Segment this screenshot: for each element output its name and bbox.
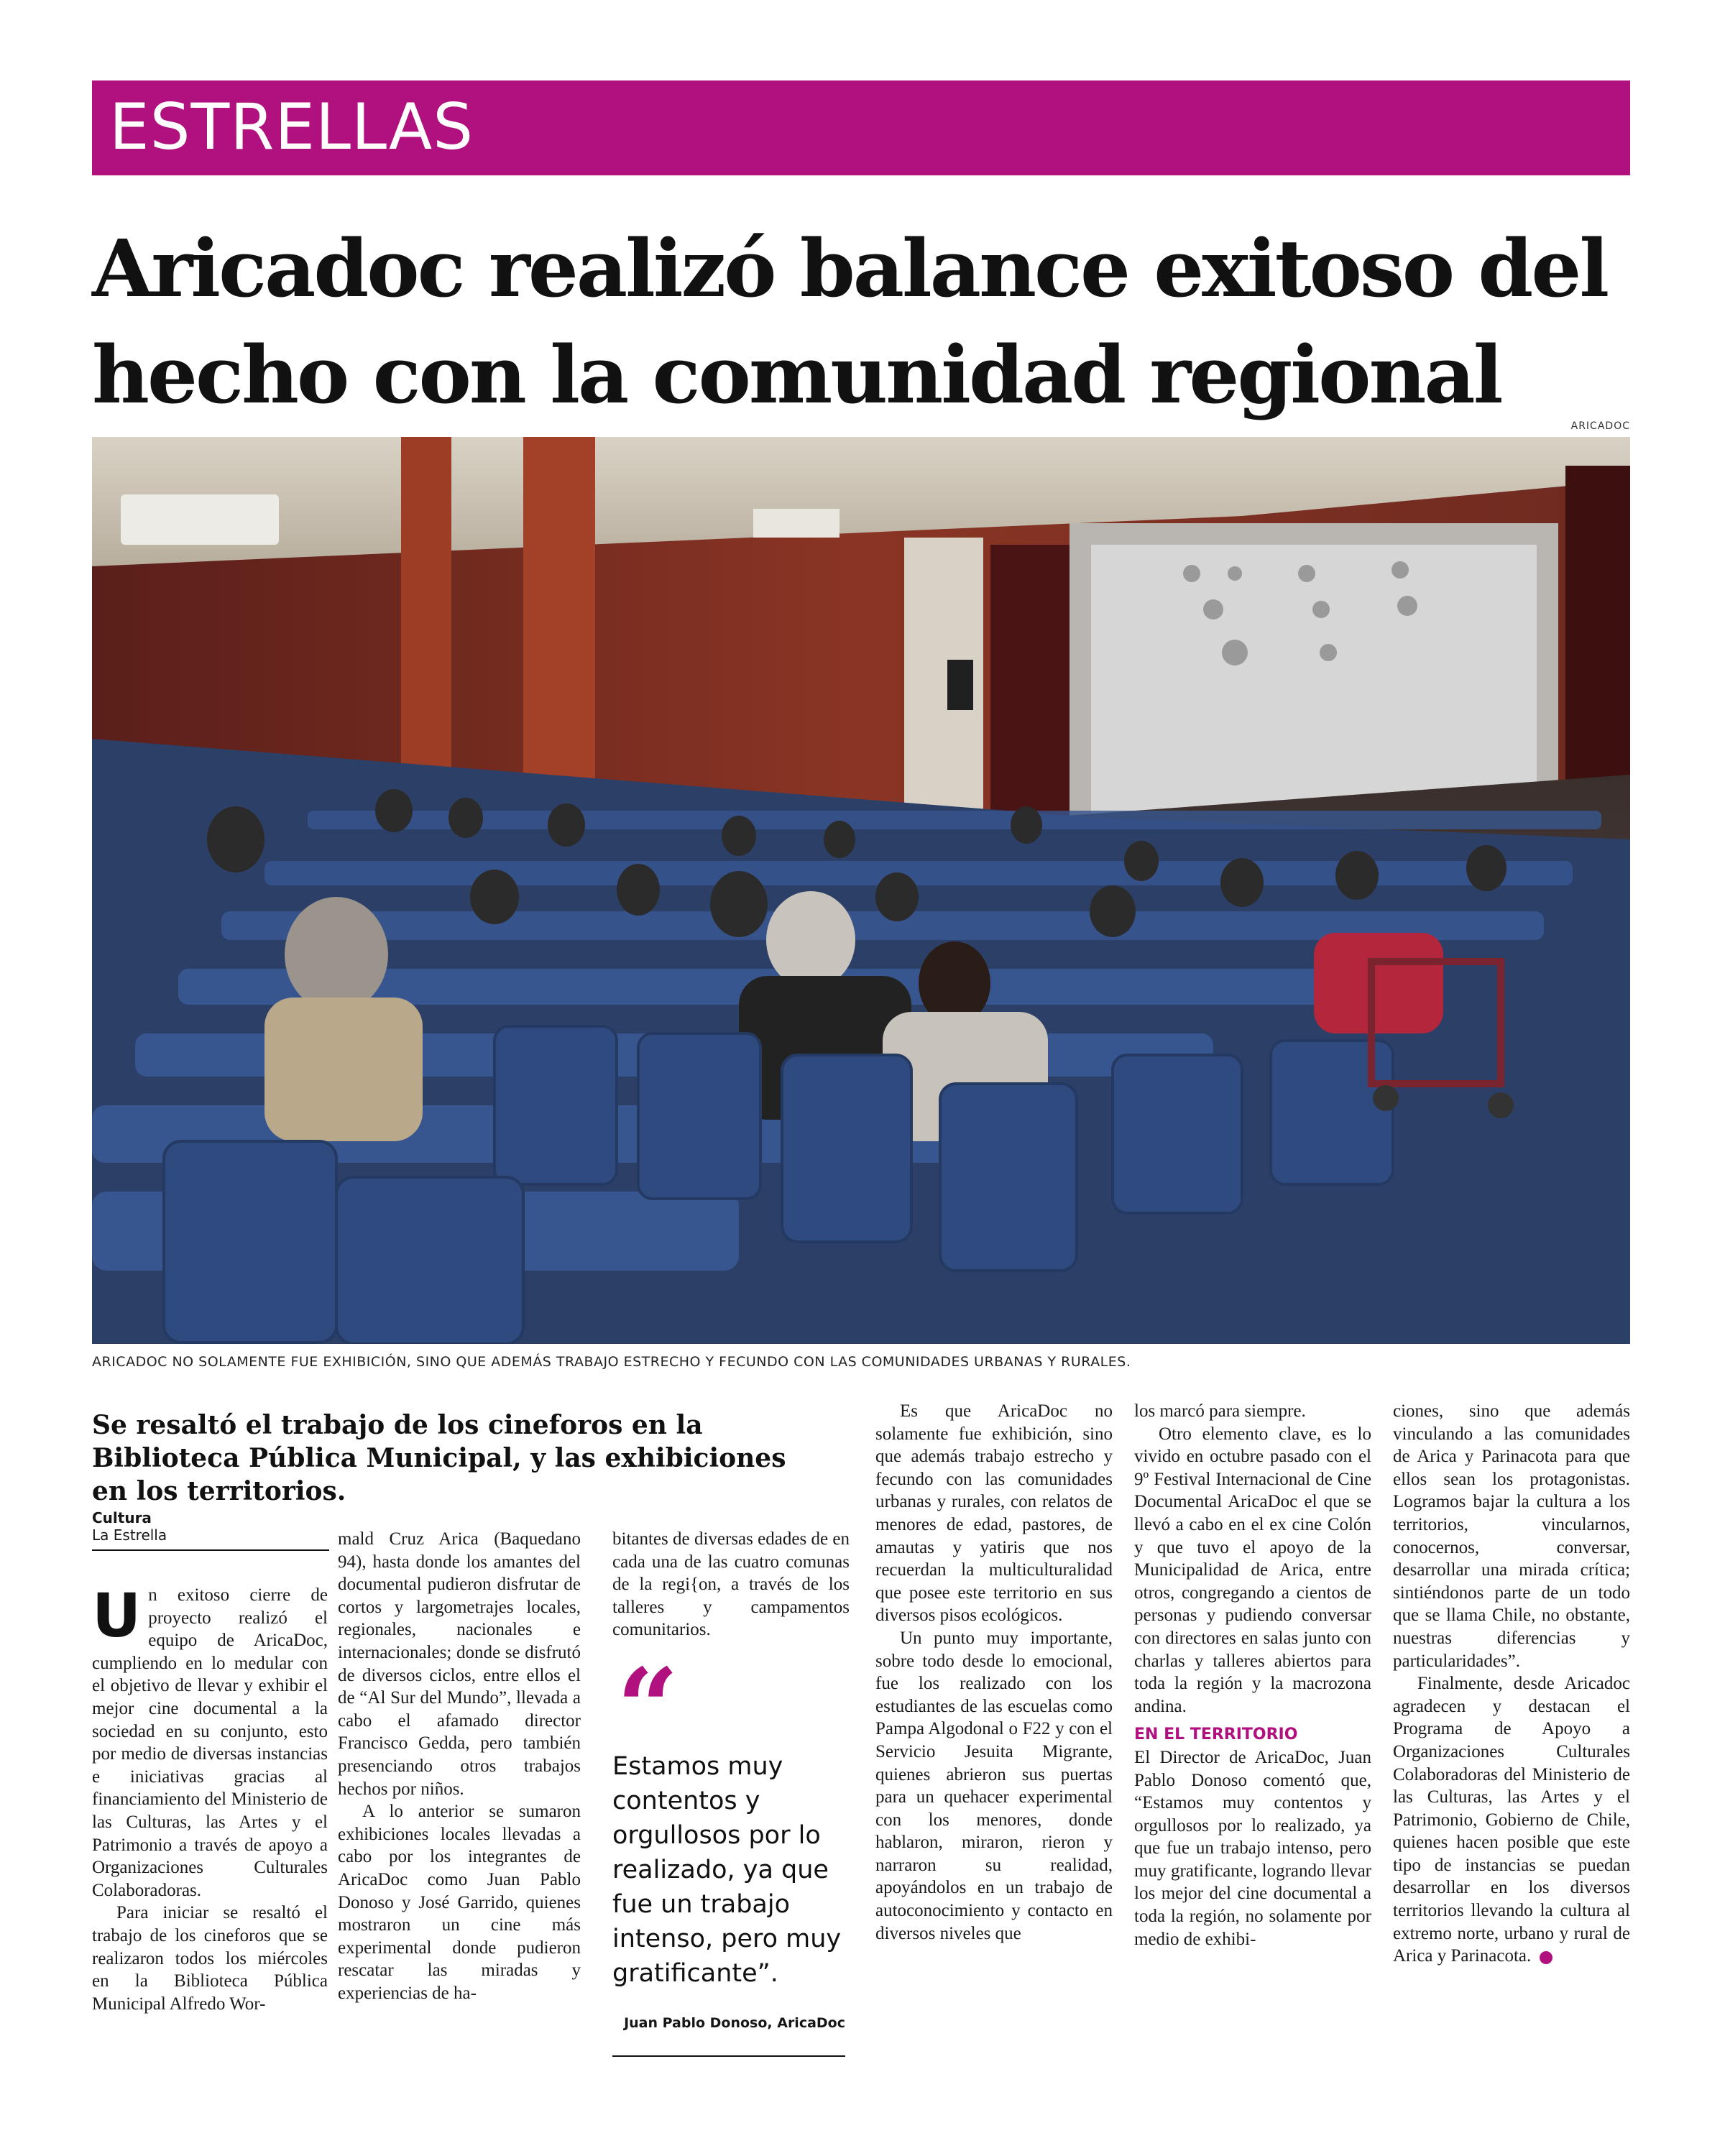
section-banner bbox=[92, 80, 1630, 175]
byline-publication: La Estrella bbox=[92, 1526, 167, 1544]
paragraph-text: Finalmente, desde Aricadoc agradecen y destacan el Programa de Apoyo a Organizaciones Culturales Colaboradoras del Ministerio de las Culturas, las Artes y el Patrimonio, Gobierno de Chile, quienes hacen posible que este tipo de instancias se puedan desarrollar en los diversos territorios llevando la cultura al extremo norte, urbano y rural de Arica y Parinacota. bbox=[1393, 1674, 1630, 1966]
article-paragraph: El Director de AricaDoc, Juan Pablo Donoso comentó que, “Estamos muy contentos y orgullosos por lo realizado, ya que fue un trabajo intenso, pero muy gratificante, logrando llevar los mejor del cine documental a toda la región, no solamente por medio de exhibi- bbox=[1134, 1747, 1371, 1949]
cinema-audience-photo bbox=[92, 437, 1630, 1344]
photo-caption: ARICADOC NO SOLAMENTE FUE EXHIBICIÓN, SINO QUE ADEMÁS TRABAJO ESTRECHO Y FECUNDO CON LAS COMUNIDADES URBANAS Y RURALES. bbox=[92, 1354, 1131, 1370]
article-column-6 bbox=[1393, 1400, 1630, 1968]
section-label: ESTRELLAS bbox=[109, 90, 474, 164]
end-of-article-icon: ✪ bbox=[1540, 1951, 1552, 1964]
drop-cap: U bbox=[92, 1580, 142, 1651]
article-column-3 bbox=[612, 1528, 850, 1641]
article-paragraph: los marcó para siempre. bbox=[1134, 1401, 1306, 1421]
article-paragraph: A lo anterior se sumaron exhibiciones locales llevadas a cabo por los integrantes de AricaDoc como Juan Pablo Donoso y José Garrido, quienes mostraron un cine más experimental donde pudieron rescatar las miradas y experiencias de ha- bbox=[338, 1802, 581, 2003]
article-paragraph: Para iniciar se resaltó el trabajo de los cineforos que se realizaron todos los miércoles en la Biblioteca Pública Municipal Alfredo Wor- bbox=[92, 1903, 328, 2014]
article-column-4 bbox=[875, 1400, 1113, 1945]
paragraph-text: n exitoso cierre de proyecto realizó el equipo de AricaDoc, cumpliendo en lo medular con el objetivo de llevar y exhibir el mejor cine documental a la sociedad en su conjunto, esto por medio de diversas instancias e iniciativas gracias al financiamiento del Ministerio de las Culturas, las Artes y el Patrimonio a través de apoyo a Organizaciones Culturales Colaboradoras. bbox=[92, 1585, 328, 1900]
article-paragraph: Es que AricaDoc no solamente fue exhibición, sino que además trabajo estrecho y fecundo con las comunidades urbanas y rurales, con relatos de menores de edad, pastores, de amautas y yatiris que nos recuerdan la multiculturalidad que posee este territorio en sus diversos pisos ecológicos. bbox=[875, 1401, 1113, 1626]
article-paragraph: mald Cruz Arica (Baquedano 94), hasta donde los amantes del documental pudieron disfrutar de cortos y largometrajes locales, regionales, nacionales e internacionales; donde se disfrutó de diversos ciclos, entre ellos el de “Al Sur del Mundo”, llevada a cabo el afamado director Francisco Gedda, pero también presenciando otros trabajos hechos por niños. bbox=[338, 1529, 581, 1799]
pull-quote bbox=[612, 1645, 845, 2057]
article-deck: Se resaltó el trabajo de los cineforos en la Biblioteca Pública Municipal, y las exhibiciones en los territorios. bbox=[92, 1410, 786, 1506]
article-paragraph: Otro elemento clave, es lo vivido en octubre pasado con el 9º Festival Internacional de Cine Documental AricaDoc el que se llevó a cabo en el ex cine Colón y que tuvo el apoyo de la Municipalidad de Arica, entre otros, congregando a cientos de personas y pudiendo conversar con directores en salas junto con charlas y talleres abiertos para toda la región y la macrozona andina. bbox=[1134, 1424, 1371, 1716]
article-paragraph: bitantes de diversas edades de en cada una de las cuatro comunas de la regi{on, a través de los talleres y campamentos comunitarios. bbox=[612, 1529, 850, 1640]
pull-quote-attribution: Juan Pablo Donoso, AricaDoc bbox=[624, 2015, 845, 2031]
article-paragraph bbox=[1393, 1672, 1630, 1968]
byline-section: Cultura bbox=[92, 1509, 152, 1526]
photo-credit: ARICADOC bbox=[1570, 420, 1630, 432]
article-column-2 bbox=[338, 1528, 581, 2004]
section-subhead: EN EL TERRITORIO bbox=[1134, 1726, 1298, 1744]
article-paragraph bbox=[92, 1580, 328, 1902]
pull-quote-text: Estamos muy contentos y orgullosos por lo realizado, ya que fue un trabajo intenso, pero muy gratificante”. bbox=[612, 1752, 842, 1988]
quote-mark-icon: “ bbox=[617, 1645, 679, 1772]
article-paragraph: ciones, sino que además vinculando a las comunidades de Arica y Parinacota para que ellos sean los protagonistas. Logramos bajar la cultura a los territorios, vincularnos, conocernos, conversar, desarrollar una mirada crítica; sintiéndonos parte de un todo que se llama Chile, no obstante, nuestras diferencias y particularidades”. bbox=[1393, 1401, 1630, 1671]
article-column-1 bbox=[92, 1580, 328, 2015]
article-column-5 bbox=[1134, 1400, 1371, 1950]
byline bbox=[92, 1509, 329, 1551]
article-paragraph: Un punto muy importante, sobre todo desde lo emocional, fue los realizado con los estudiantes de las escuelas como Pampa Algodonal o F22 y con el Servicio Jesuita Migrante, quienes abrieron sus puertas para un quehacer experimental con los menores, donde hablaron, miraron, rieron y narraron su realidad, apoyándolos en un trabajo de autoconocimiento y contacto en diversos niveles que bbox=[875, 1628, 1113, 1943]
pull-quote-divider bbox=[612, 2055, 845, 2057]
headline: Aricadoc realizó balance exitoso del hecho con la comunidad regional bbox=[92, 222, 1608, 421]
